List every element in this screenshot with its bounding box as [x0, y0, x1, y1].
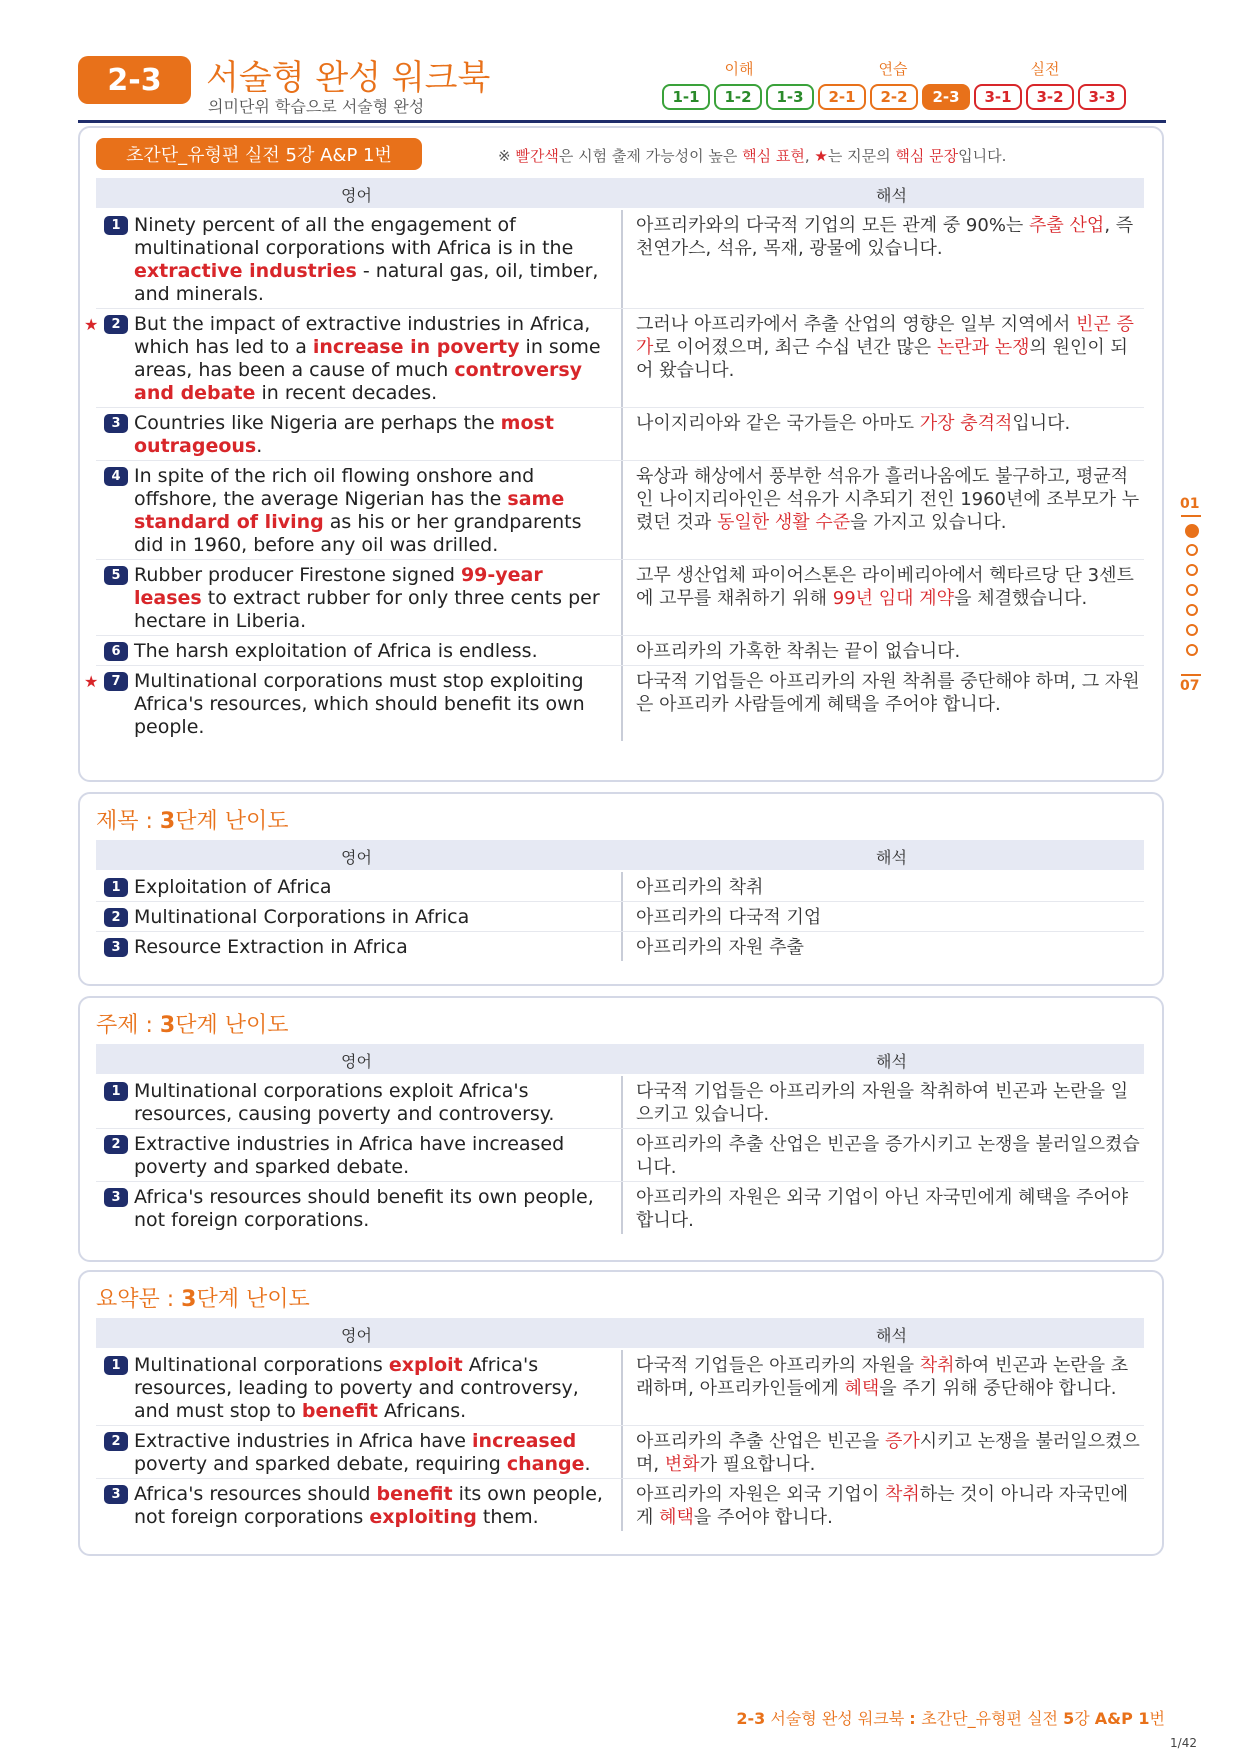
- section-title: [96, 1008, 288, 1039]
- english-text: The harsh exploitation of Africa is endless.: [134, 640, 538, 662]
- page-side-nav: [1180, 496, 1210, 696]
- english-text: Extractive industries in Africa have: [134, 1430, 473, 1452]
- translation-text: 을 주어야 합니다.: [693, 1507, 833, 1528]
- translation-text: , 즉 천연가스, 석유, 목재, 광물에 있습니다.: [636, 215, 1134, 259]
- key-expression-translation: 혜택: [844, 1378, 880, 1399]
- english-text: as his or her grandparents did in 1960, before any oil was drilled.: [134, 511, 582, 556]
- translation-text: 아프리카의 가혹한 착취는 끝이 없습니다.: [636, 641, 961, 662]
- note-key-expression: 핵심 표현: [742, 147, 805, 165]
- translation-text: 로 이어졌으며, 최근 수십 년간 많은: [653, 337, 937, 358]
- english-cell: [96, 1129, 623, 1181]
- english-text: in recent decades.: [255, 382, 438, 404]
- translation-text: 입니다.: [1012, 413, 1071, 434]
- english-cell: [84, 309, 623, 407]
- english-text: Africa's resources, leading to poverty and controversy, and must stop to: [134, 1354, 579, 1422]
- star-icon: ★: [84, 672, 99, 691]
- table-header: [96, 1318, 1144, 1348]
- translation-cell: [636, 936, 1141, 959]
- star-icon: ★: [84, 315, 99, 334]
- translation-text: 아프리카의 추출 산업은 빈곤을: [636, 1431, 885, 1452]
- sentence-number: 2: [104, 1135, 128, 1154]
- footer-text: 번: [1149, 1709, 1165, 1728]
- key-expression-translation: 혜택: [659, 1507, 694, 1528]
- translation-text: 아프리카의 자원은 외국 기업이: [636, 1484, 885, 1505]
- sentence-number: 7: [104, 672, 128, 691]
- page-number: 1/42: [1170, 1736, 1197, 1750]
- translation-text: 아프리카의 추출 산업은 빈곤을 증가시키고 논쟁을 불러일으켰습니다.: [636, 1134, 1140, 1178]
- key-expression: most outrageous: [134, 412, 554, 457]
- level-button-1-3[interactable]: 1-3: [766, 84, 814, 110]
- passage-rows: [84, 210, 1144, 741]
- english-text: - natural gas, oil, timber, and minerals.: [134, 260, 599, 305]
- sentence-number: 1: [104, 1082, 128, 1101]
- page-footer: [736, 1706, 1165, 1729]
- level-button-1-2[interactable]: 1-2: [714, 84, 762, 110]
- section-level-number: 3: [181, 1287, 197, 1312]
- page-subtitle: 의미단위 학습으로 서술형 완성: [208, 97, 425, 116]
- level-button-2-1[interactable]: 2-1: [818, 84, 866, 110]
- header-rule: [78, 120, 1166, 123]
- key-expression: 99-year leases: [134, 564, 543, 609]
- column-header-translation: 해석: [876, 848, 907, 867]
- table-row: [96, 560, 1144, 636]
- translation-cell: [636, 876, 1141, 899]
- key-expression: exploiting: [369, 1506, 477, 1528]
- english-text: Extractive industries in Africa have increased poverty and sparked debate.: [134, 1133, 565, 1178]
- section-title-prefix: 주제 :: [96, 1013, 160, 1038]
- title-rows: [96, 872, 1144, 961]
- page-dot[interactable]: [1186, 604, 1198, 616]
- legend-note: [498, 145, 1006, 166]
- key-expression: change: [506, 1453, 585, 1475]
- english-text: its own people, not foreign corporations: [134, 1483, 603, 1528]
- note-text: 입니다.: [958, 147, 1007, 165]
- summary-rows: [96, 1350, 1144, 1531]
- key-expression-translation: 착취: [884, 1484, 920, 1505]
- english-cell: [96, 902, 623, 931]
- table-row: [96, 636, 1144, 666]
- star-icon: ★: [814, 147, 828, 165]
- sentence-number: 2: [104, 1432, 128, 1451]
- translation-text: 다국적 기업들은 아프리카의 자원을 착취하여 빈곤과 논란을 일으키고 있습니다.: [636, 1081, 1129, 1125]
- section-title: [96, 804, 288, 835]
- translation-cell: [636, 670, 1141, 716]
- table-header: [96, 1044, 1144, 1074]
- english-cell: [96, 1479, 623, 1531]
- table-row: [96, 1076, 1144, 1129]
- english-text: .: [256, 435, 263, 457]
- level-button-3-2[interactable]: 3-2: [1026, 84, 1074, 110]
- sentence-number: 6: [104, 642, 128, 661]
- translation-text: 고무 생산업체 파이어스톤은 라이베리아에서 헥타르당 단 3센트에 고무를 채취하기 위해: [636, 565, 1134, 609]
- section-level-number: 3: [159, 809, 176, 834]
- footer-text: 강: [1074, 1709, 1095, 1728]
- page-dot[interactable]: [1186, 624, 1198, 636]
- level-button-1-1[interactable]: 1-1: [662, 84, 710, 110]
- table-row: [84, 666, 1144, 741]
- translation-text: 다국적 기업들은 아프리카의 자원 착취를 중단해야 하며, 그 자원은 아프리카 사람들에게 혜택을 주어야 합니다.: [636, 671, 1140, 715]
- table-row: [96, 1350, 1144, 1426]
- sentence-number: 3: [104, 938, 128, 957]
- section-title-suffix: 단계 난이도: [175, 809, 289, 834]
- english-text: Africa's resources should benefit its own people, not foreign corporations.: [134, 1186, 594, 1231]
- english-cell: [96, 1182, 623, 1234]
- column-header-translation: 해석: [876, 1052, 907, 1071]
- section-title-suffix: 단계 난이도: [196, 1287, 310, 1312]
- translation-cell: [636, 1430, 1141, 1476]
- sentence-number: 3: [104, 1188, 128, 1207]
- english-text: .: [584, 1453, 591, 1475]
- side-nav-line: [1181, 515, 1201, 517]
- page-dot[interactable]: [1186, 564, 1198, 576]
- translation-text: 을 가지고 있습니다.: [850, 512, 1007, 533]
- column-header-english: 영어: [341, 1052, 372, 1071]
- key-expression: exploit: [388, 1354, 463, 1376]
- sentence-number: 3: [104, 414, 128, 433]
- table-row: [96, 1426, 1144, 1479]
- side-nav-end: 07: [1180, 678, 1200, 694]
- summary-panel: [78, 1270, 1164, 1556]
- translation-cell: [636, 1483, 1141, 1529]
- column-header-english: 영어: [341, 186, 372, 205]
- translation-text: 아프리카와의 다국적 기업의 모든 관계 중 90%는: [636, 215, 1030, 236]
- english-text: Multinational Corporations in Africa: [134, 906, 470, 928]
- level-button-2-2[interactable]: 2-2: [870, 84, 918, 110]
- english-text: But the impact of extractive industries in Africa, which has led to a: [134, 313, 591, 358]
- footer-text: 서술형 완성 워크북: [765, 1709, 910, 1728]
- level-group-label: 실전: [1030, 60, 1060, 78]
- section-title-prefix: 요약문 :: [96, 1287, 182, 1312]
- translation-text: 그러나 아프리카에서 추출 산업의 영향은 일부 지역에서: [636, 314, 1076, 335]
- side-nav-start: 01: [1180, 496, 1200, 512]
- translation-cell: [636, 564, 1141, 610]
- section-title-suffix: 단계 난이도: [175, 1013, 289, 1038]
- english-cell: [96, 408, 623, 460]
- translation-text: 을 주기 위해 중단해야 합니다.: [879, 1378, 1117, 1399]
- key-expression: same standard of living: [134, 488, 565, 533]
- page-dot[interactable]: [1186, 544, 1198, 556]
- translation-text: 하는 것이 아니라 자국민에게: [636, 1484, 1129, 1528]
- current-page-dot[interactable]: [1185, 524, 1199, 538]
- translation-text: 다국적 기업들은 아프리카의 자원을: [636, 1355, 920, 1376]
- translation-text: 육상과 해상에서 풍부한 석유가 흘러나옴에도 불구하고, 평균적인 나이지리아인은 석유가 시추되기 전인 1960년에 조부모가 누렸던 것과: [636, 466, 1140, 533]
- translation-text: 나이지리아와 같은 국가들은 아마도: [636, 413, 920, 434]
- table-row: [96, 461, 1144, 560]
- translation-text: 을 체결했습니다.: [954, 588, 1088, 609]
- translation-text: 아프리카의 자원 추출: [636, 937, 804, 958]
- translation-cell: [636, 1354, 1141, 1400]
- key-expression: increased: [472, 1430, 577, 1452]
- sentence-number: 3: [104, 1485, 128, 1504]
- english-text: to extract rubber for only three cents per hectare in Liberia.: [134, 587, 600, 632]
- table-row: [84, 309, 1144, 408]
- translation-text: 아프리카의 착취: [636, 877, 764, 898]
- sentence-number: 1: [104, 878, 128, 897]
- english-cell: [96, 872, 623, 901]
- english-text: poverty and sparked debate, requiring: [134, 1453, 507, 1475]
- topic-panel: [78, 996, 1164, 1262]
- page-title: 서술형 완성 워크북: [206, 58, 491, 98]
- title-panel: [78, 792, 1164, 986]
- english-text: Multinational corporations must stop exploiting Africa's resources, which should benefit its own people.: [134, 670, 585, 738]
- key-expression-translation: 추출 산업: [1029, 215, 1105, 236]
- english-text: Africa's resources should: [134, 1483, 377, 1505]
- page-dot[interactable]: [1186, 584, 1198, 596]
- translation-cell: [636, 412, 1141, 435]
- column-header-english: 영어: [341, 848, 372, 867]
- key-expression-translation: 99년 임대 계약: [832, 588, 955, 609]
- key-expression-translation: 변화: [664, 1454, 700, 1475]
- level-selector: [662, 58, 1162, 118]
- translation-text: 의 원인이 되어 왔습니다.: [636, 337, 1128, 381]
- english-text: Africans.: [378, 1400, 467, 1422]
- english-text: Ninety percent of all the engagement of multinational corporations with Africa is in the: [134, 214, 574, 259]
- table-row: [96, 1479, 1144, 1531]
- translation-cell: [636, 640, 1141, 663]
- note-text: 는 지문의: [827, 147, 891, 165]
- translation-text: 시키고 논쟁을 불러일으켰으며,: [636, 1431, 1140, 1475]
- english-text: Exploitation of Africa: [134, 876, 332, 898]
- english-cell: [96, 1076, 623, 1128]
- key-expression-translation: 착취: [919, 1355, 955, 1376]
- sentence-number: 4: [104, 467, 128, 486]
- table-row: [96, 1129, 1144, 1182]
- key-expression: extractive industries: [134, 260, 357, 282]
- translation-text: 아프리카의 다국적 기업: [636, 907, 822, 928]
- english-cell: [96, 210, 623, 308]
- table-header: [96, 840, 1144, 870]
- english-cell: [96, 560, 623, 635]
- table-header: [96, 178, 1144, 208]
- note-key-sentence: 핵심 문장: [895, 147, 959, 165]
- sentence-number: 2: [104, 315, 128, 334]
- english-text: in some areas, has been a cause of much: [134, 336, 601, 381]
- english-cell: [96, 1350, 623, 1425]
- sentence-number: 5: [104, 566, 128, 585]
- key-expression: controversy and debate: [134, 359, 583, 404]
- level-group-label: 연습: [878, 60, 908, 78]
- translation-cell: [636, 1186, 1141, 1232]
- note-red-word: 빨간색: [515, 147, 559, 165]
- passage-tag: 초간단_유형편 실전 5강 A&P 1번: [96, 138, 422, 170]
- translation-cell: [636, 313, 1141, 382]
- translation-text: 하여 빈곤과 논란을 초래하며, 아프리카인들에게: [636, 1355, 1129, 1399]
- footer-text: A&P 1: [1094, 1709, 1150, 1728]
- key-expression-translation: 빈곤 증가: [636, 314, 1134, 358]
- translation-cell: [636, 465, 1141, 534]
- translation-cell: [636, 1080, 1141, 1126]
- key-expression-translation: 증가: [884, 1431, 920, 1452]
- english-text: Multinational corporations: [134, 1354, 389, 1376]
- key-expression: increase in poverty: [312, 336, 520, 358]
- english-text: In spite of the rich oil flowing onshore and offshore, the average Nigerian has the: [134, 465, 535, 510]
- note-text: 은 시험 출제 가능성이 높은: [558, 147, 738, 165]
- footer-text: 초간단_유형편 실전: [921, 1709, 1064, 1728]
- footer-lesson-number: 2-3: [736, 1709, 766, 1728]
- translation-cell: [636, 214, 1141, 260]
- section-title: [96, 1282, 310, 1313]
- key-expression: benefit: [301, 1400, 378, 1422]
- column-header-translation: 해석: [876, 186, 907, 205]
- table-row: [96, 872, 1144, 902]
- key-expression-translation: 논란과 논쟁: [936, 337, 1030, 358]
- key-expression: benefit: [376, 1483, 453, 1505]
- level-button-3-1[interactable]: 3-1: [974, 84, 1022, 110]
- english-text: them.: [476, 1506, 539, 1528]
- english-text: Countries like Nigeria are perhaps the: [134, 412, 501, 434]
- english-cell: [96, 636, 623, 665]
- english-cell: [96, 932, 623, 961]
- table-row: [96, 210, 1144, 309]
- section-title-prefix: 제목 :: [96, 809, 160, 834]
- level-button-3-3[interactable]: 3-3: [1078, 84, 1126, 110]
- page-dot[interactable]: [1186, 644, 1198, 656]
- english-cell: [96, 1426, 623, 1478]
- table-row: [96, 932, 1144, 961]
- sentence-number: 1: [104, 216, 128, 235]
- english-cell: [96, 461, 623, 559]
- level-button-2-3[interactable]: 2-3: [922, 84, 970, 110]
- table-row: [96, 1182, 1144, 1234]
- translation-cell: [636, 906, 1141, 929]
- key-expression-translation: 가장 충격적: [919, 413, 1013, 434]
- section-level-number: 3: [159, 1013, 176, 1038]
- translation-text: 가 필요합니다.: [699, 1454, 816, 1475]
- column-header-english: 영어: [341, 1326, 372, 1345]
- english-cell: [84, 666, 623, 741]
- table-row: [96, 408, 1144, 461]
- english-text: Rubber producer Firestone signed: [134, 564, 461, 586]
- footer-text: :: [909, 1709, 922, 1728]
- note-mark: ※: [498, 147, 511, 165]
- sentence-number: 1: [104, 1356, 128, 1375]
- footer-text: 5: [1063, 1709, 1075, 1728]
- key-expression-translation: 동일한 생활 수준: [717, 512, 851, 533]
- passage-panel: [78, 126, 1164, 782]
- topic-rows: [96, 1076, 1144, 1234]
- table-row: [96, 902, 1144, 932]
- translation-cell: [636, 1133, 1141, 1179]
- lesson-badge: 2-3: [78, 56, 191, 104]
- english-text: Multinational corporations exploit Africa's resources, causing poverty and controversy.: [134, 1080, 555, 1125]
- side-nav-line: [1181, 674, 1201, 676]
- column-header-translation: 해석: [876, 1326, 907, 1345]
- level-group-label: 이해: [724, 60, 754, 78]
- english-text: Resource Extraction in Africa: [134, 936, 408, 958]
- sentence-number: 2: [104, 908, 128, 927]
- note-text: ,: [804, 147, 810, 165]
- translation-text: 아프리카의 자원은 외국 기업이 아닌 자국민에게 혜택을 주어야 합니다.: [636, 1187, 1129, 1231]
